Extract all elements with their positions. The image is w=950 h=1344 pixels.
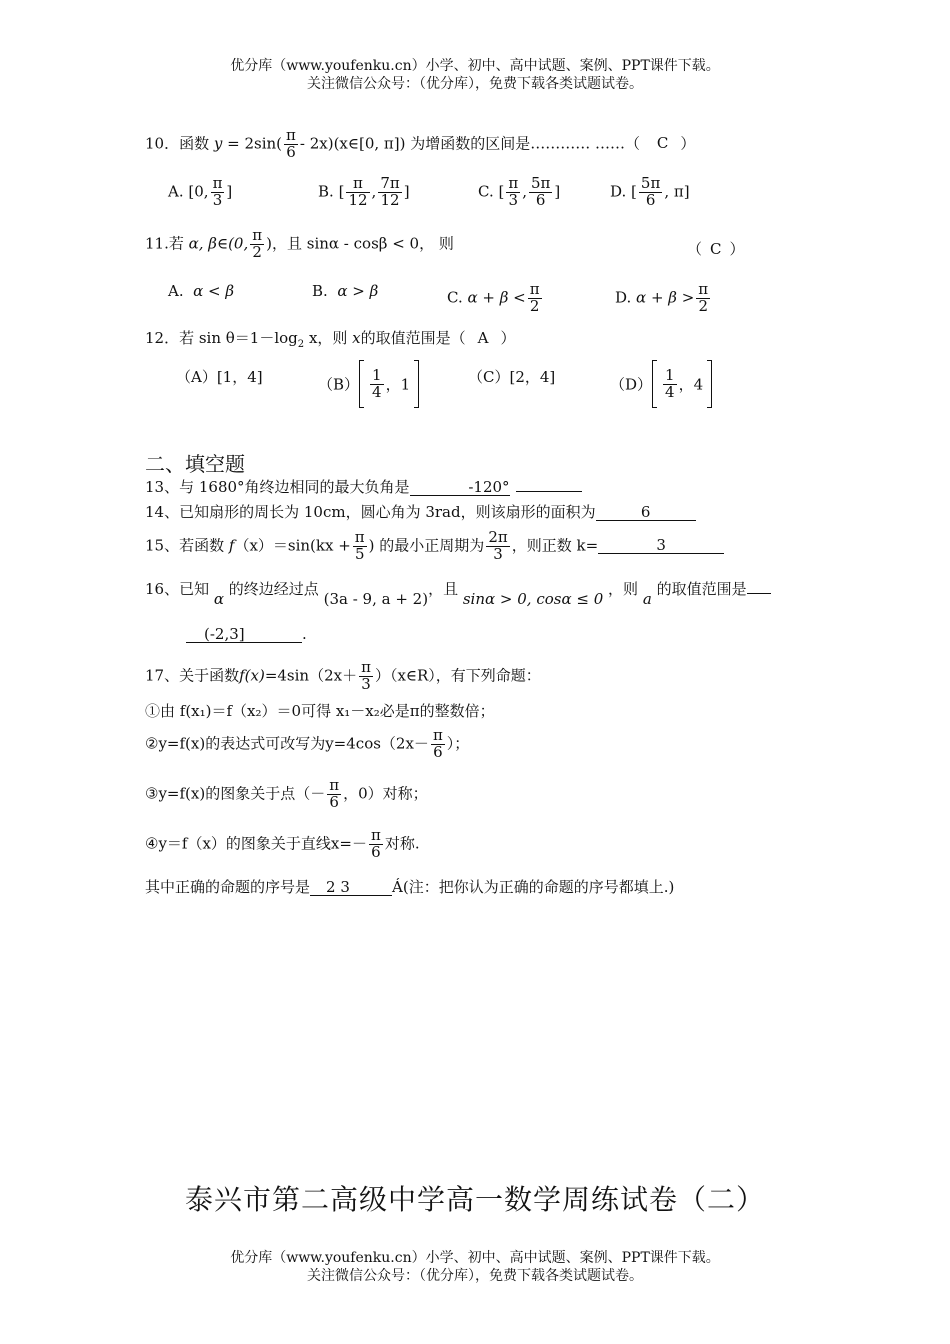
q10-fraction: $\frac{\pi}{6}$ [286,126,296,161]
q17-statement-1: ①由 f(x₁)＝f（x₂）＝0可得 x₁－x₂必是π的整数倍； [145,702,495,720]
header-line-2: 关注微信公众号：（优分库），免费下载各类试题试卷。 [307,76,643,92]
q10-option-d: D. [ $\frac{5\pi}{6}$ , π] [610,174,690,209]
q11-option-a: A. α < β [168,282,235,300]
question-15: 15、若函数 f（x）＝sin(kx + $\frac{\pi}{5}$ ) 的最小正周期为 $\frac{2\pi}{3}$ ，则正数 k= 3 [145,530,724,563]
question-17: 17、关于函数f(x)=4sin（2x＋ $\frac{\pi}{3}$ ）（x∈R），有下列命题： [145,658,541,693]
q10-y: y [213,134,223,153]
q10-close: ） [680,134,696,153]
footer-line-2: 关注微信公众号：（优分库），免费下载各类试题试卷。 [307,1268,643,1284]
q14-answer: 6 [596,504,696,521]
section-fill-in-title: 二、填空题 [145,452,245,476]
q10-prefix: 10．函数 [145,134,210,153]
q10-answer: C [656,134,669,153]
page-title: 泰兴市第二高级中学高一数学周练试卷（二） [184,1183,765,1216]
q12-option-c: （C）[2，4] [468,368,556,386]
question-16: 16、已知 α 的终边经过点 (3a - 9, a + 2)，且 sinα > 0, cosα ≤ 0 ，则 a 的取值范围是 [145,578,771,599]
q13-answer: -120° [410,479,510,496]
q10-eq: = 2sin( [227,134,283,153]
q17-statement-2: ②y=f(x)的表达式可改写为y=4cos（2x－ $\frac{\pi}{6}$ ）； [145,726,470,761]
footer-line-1: 优分库（www.youfenku.cn）小学、初中、高中试题、案例、PPT课件下载。 [230,1250,720,1266]
q16-answer-line: (-2,3] . [186,625,307,643]
q11-answer-box: （ C ） [687,240,745,258]
question-14: 14、已知扇形的周长为 10cm，圆心角为 3rad，则该扇形的面积为 6 [145,501,696,522]
q10-suffix: 为增函数的区间是………… ……（ [410,134,641,153]
q12-option-a: （A）[1，4] [176,368,263,386]
q17-final: 其中正确的命题的序号是 2 3 Á(注：把你认为正确的命题的序号都填上.) [145,878,675,896]
q10-domain: - 2x)(x∈[0, π]) [299,134,406,153]
q17-statement-4: ④y＝f（x）的图象关于直线x=－ $\frac{\pi}{6}$ 对称. [145,826,420,861]
q11-option-c: C. α + β < $\frac{\pi}{2}$ [447,280,540,315]
q12-answer: A [477,329,489,347]
q15-answer: 3 [598,537,724,554]
q12-option-d: （D） $\frac{1}{4}$ ，4 [610,360,712,408]
q10-option-a: A. [0, $\frac{\pi}{3}$ ] [168,174,233,209]
q11-option-b: B. α > β [312,282,379,300]
question-11: 11.若 α, β∈(0, $\frac{\pi}{2}$ )，且 sinα - cosβ < 0， 则 [145,226,454,261]
question-13: 13、与 1680°角终边相同的最大负角是 -120° [145,476,582,497]
q10-option-c: C. [ $\frac{\pi}{3}$ , $\frac{5\pi}{6}$ ] [478,174,561,209]
header-line-1: 优分库（www.youfenku.cn）小学、初中、高中试题、案例、PPT课件下载。 [230,58,720,74]
question-10 [145,128,695,161]
q10-option-b: B. [ $\frac{\pi}{12}$ , $\frac{7\pi}{12}$ ] [318,174,410,209]
q17-statement-3: ③y=f(x)的图象关于点（－ $\frac{\pi}{6}$ ，0）对称； [145,776,428,811]
q16-answer: (-2,3] [186,626,302,643]
question-12: 12．若 $\sin \theta=1-\log_2$ x，则 x的取值范围是（ A ） [145,329,516,350]
q17-answer: 2 3 [310,879,392,896]
q11-option-d: D. α + β > $\frac{\pi}{2}$ [615,280,709,315]
q11-answer: C [710,240,722,258]
q11-condition: sinα - cosβ < 0 [306,234,420,253]
q12-option-b: （B） $\frac{1}{4}$ ，1 [318,360,419,408]
